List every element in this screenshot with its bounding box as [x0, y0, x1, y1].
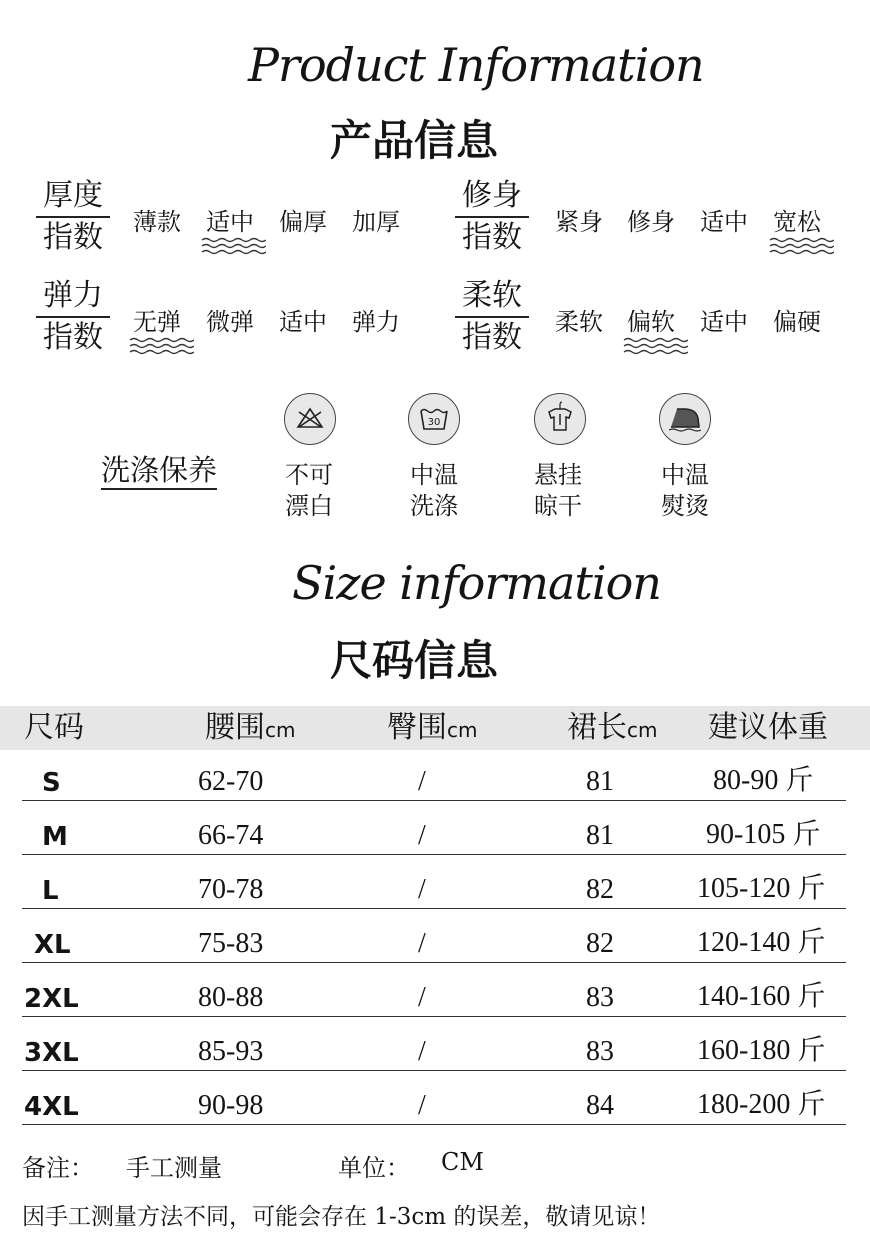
care-label: 洗涤保养 [101, 452, 217, 490]
care-text-no-bleach: 不可 漂白 [285, 461, 333, 520]
thickness-option-thin: 薄款 [133, 208, 181, 236]
cell-size: XL [34, 930, 71, 960]
cell-length: 83 [586, 982, 614, 1013]
softness-option-softish: 偏软 [627, 308, 675, 336]
softness-option-hard: 偏硬 [773, 308, 821, 336]
cell-length: 83 [586, 1036, 614, 1067]
cell-hip: / [418, 766, 426, 797]
table-row [22, 1016, 846, 1071]
header-length: 裙长cm [567, 710, 658, 745]
fit-selected-wave-icon [768, 236, 834, 256]
fit-option-regular: 适中 [700, 208, 748, 236]
fit-option-tight: 紧身 [555, 208, 603, 236]
svg-text:30: 30 [427, 417, 441, 428]
cell-weight: 90-105 斤 [706, 819, 821, 850]
cell-waist: 85-93 [198, 1036, 264, 1067]
table-row [22, 800, 846, 855]
iron-medium-icon [659, 393, 711, 445]
header-weight: 建议体重 [708, 710, 828, 745]
cell-waist: 70-78 [198, 874, 264, 905]
table-row [22, 746, 846, 801]
elasticity-selected-wave-icon [128, 336, 194, 356]
cell-waist: 75-83 [198, 928, 264, 959]
cell-weight: 80-90 斤 [713, 765, 814, 796]
fit-option-loose: 宽松 [773, 208, 821, 236]
cell-length: 81 [586, 820, 614, 851]
cell-hip: / [418, 928, 426, 959]
elasticity-option-slight: 微弹 [206, 308, 254, 336]
cell-hip: / [418, 1090, 426, 1121]
disclaimer-text: 因手工测量方法不同，可能会存在 1-3cm 的误差，敬请见谅！ [22, 1204, 661, 1230]
cell-length: 82 [586, 928, 614, 959]
cell-size: 2XL [24, 984, 79, 1014]
table-row [22, 1070, 846, 1125]
cell-weight: 180-200 斤 [697, 1089, 826, 1120]
table-row [22, 962, 846, 1017]
remark-label: 备注： [22, 1154, 94, 1182]
remark-value: 手工测量 [126, 1154, 222, 1182]
thickness-option-thick: 加厚 [352, 208, 400, 236]
cell-size: 4XL [24, 1092, 79, 1122]
header-hip: 臀围cm [387, 710, 478, 745]
product-info-title-cn: 产品信息 [330, 116, 499, 165]
care-text-iron: 中温 熨烫 [661, 461, 709, 520]
care-text-hang-dry: 悬挂 晾干 [534, 461, 582, 520]
fit-option-slim: 修身 [627, 208, 675, 236]
cell-waist: 62-70 [198, 766, 264, 797]
cell-size: S [42, 768, 61, 798]
cell-weight: 120-140 斤 [697, 927, 826, 958]
header-size: 尺码 [24, 710, 84, 745]
cell-waist: 80-88 [198, 982, 264, 1013]
cell-hip: / [418, 874, 426, 905]
softness-option-soft: 柔软 [555, 308, 603, 336]
cell-weight: 105-120 斤 [697, 873, 826, 904]
elasticity-option-medium: 适中 [279, 308, 327, 336]
cell-size: M [42, 822, 68, 852]
elasticity-option-none: 无弹 [133, 308, 181, 336]
thickness-index-label: 厚度 指数 [36, 176, 110, 258]
cell-hip: / [418, 820, 426, 851]
size-info-title-en: Size information [292, 556, 661, 610]
cell-weight: 140-160 斤 [697, 981, 826, 1012]
hang-dry-icon [534, 393, 586, 445]
cell-hip: / [418, 982, 426, 1013]
unit-label: 单位： [338, 1154, 410, 1182]
softness-option-medium: 适中 [700, 308, 748, 336]
softness-selected-wave-icon [622, 336, 688, 356]
cell-waist: 90-98 [198, 1090, 264, 1121]
cell-length: 82 [586, 874, 614, 905]
cell-size: 3XL [24, 1038, 79, 1068]
fit-index-label: 修身 指数 [455, 176, 529, 258]
wash-30-icon [408, 393, 460, 445]
elasticity-index-label: 弹力 指数 [36, 276, 110, 358]
cell-hip: / [418, 1036, 426, 1067]
care-text-wash: 中温 洗涤 [410, 461, 458, 520]
thickness-option-thickish: 偏厚 [279, 208, 327, 236]
cell-length: 84 [586, 1090, 614, 1121]
size-info-title-cn: 尺码信息 [330, 636, 499, 685]
cell-weight: 160-180 斤 [697, 1035, 826, 1066]
cell-waist: 66-74 [198, 820, 264, 851]
no-bleach-icon [284, 393, 336, 445]
table-row [22, 854, 846, 909]
thickness-option-medium: 适中 [206, 208, 254, 236]
cell-size: L [42, 876, 59, 906]
unit-value: CM [441, 1148, 484, 1176]
product-info-title-en: Product Information [248, 38, 704, 92]
table-row [22, 908, 846, 963]
elasticity-option-stretch: 弹力 [352, 308, 400, 336]
thickness-selected-wave-icon [200, 236, 266, 256]
cell-length: 81 [586, 766, 614, 797]
softness-index-label: 柔软 指数 [455, 276, 529, 358]
header-waist: 腰围cm [205, 710, 296, 745]
